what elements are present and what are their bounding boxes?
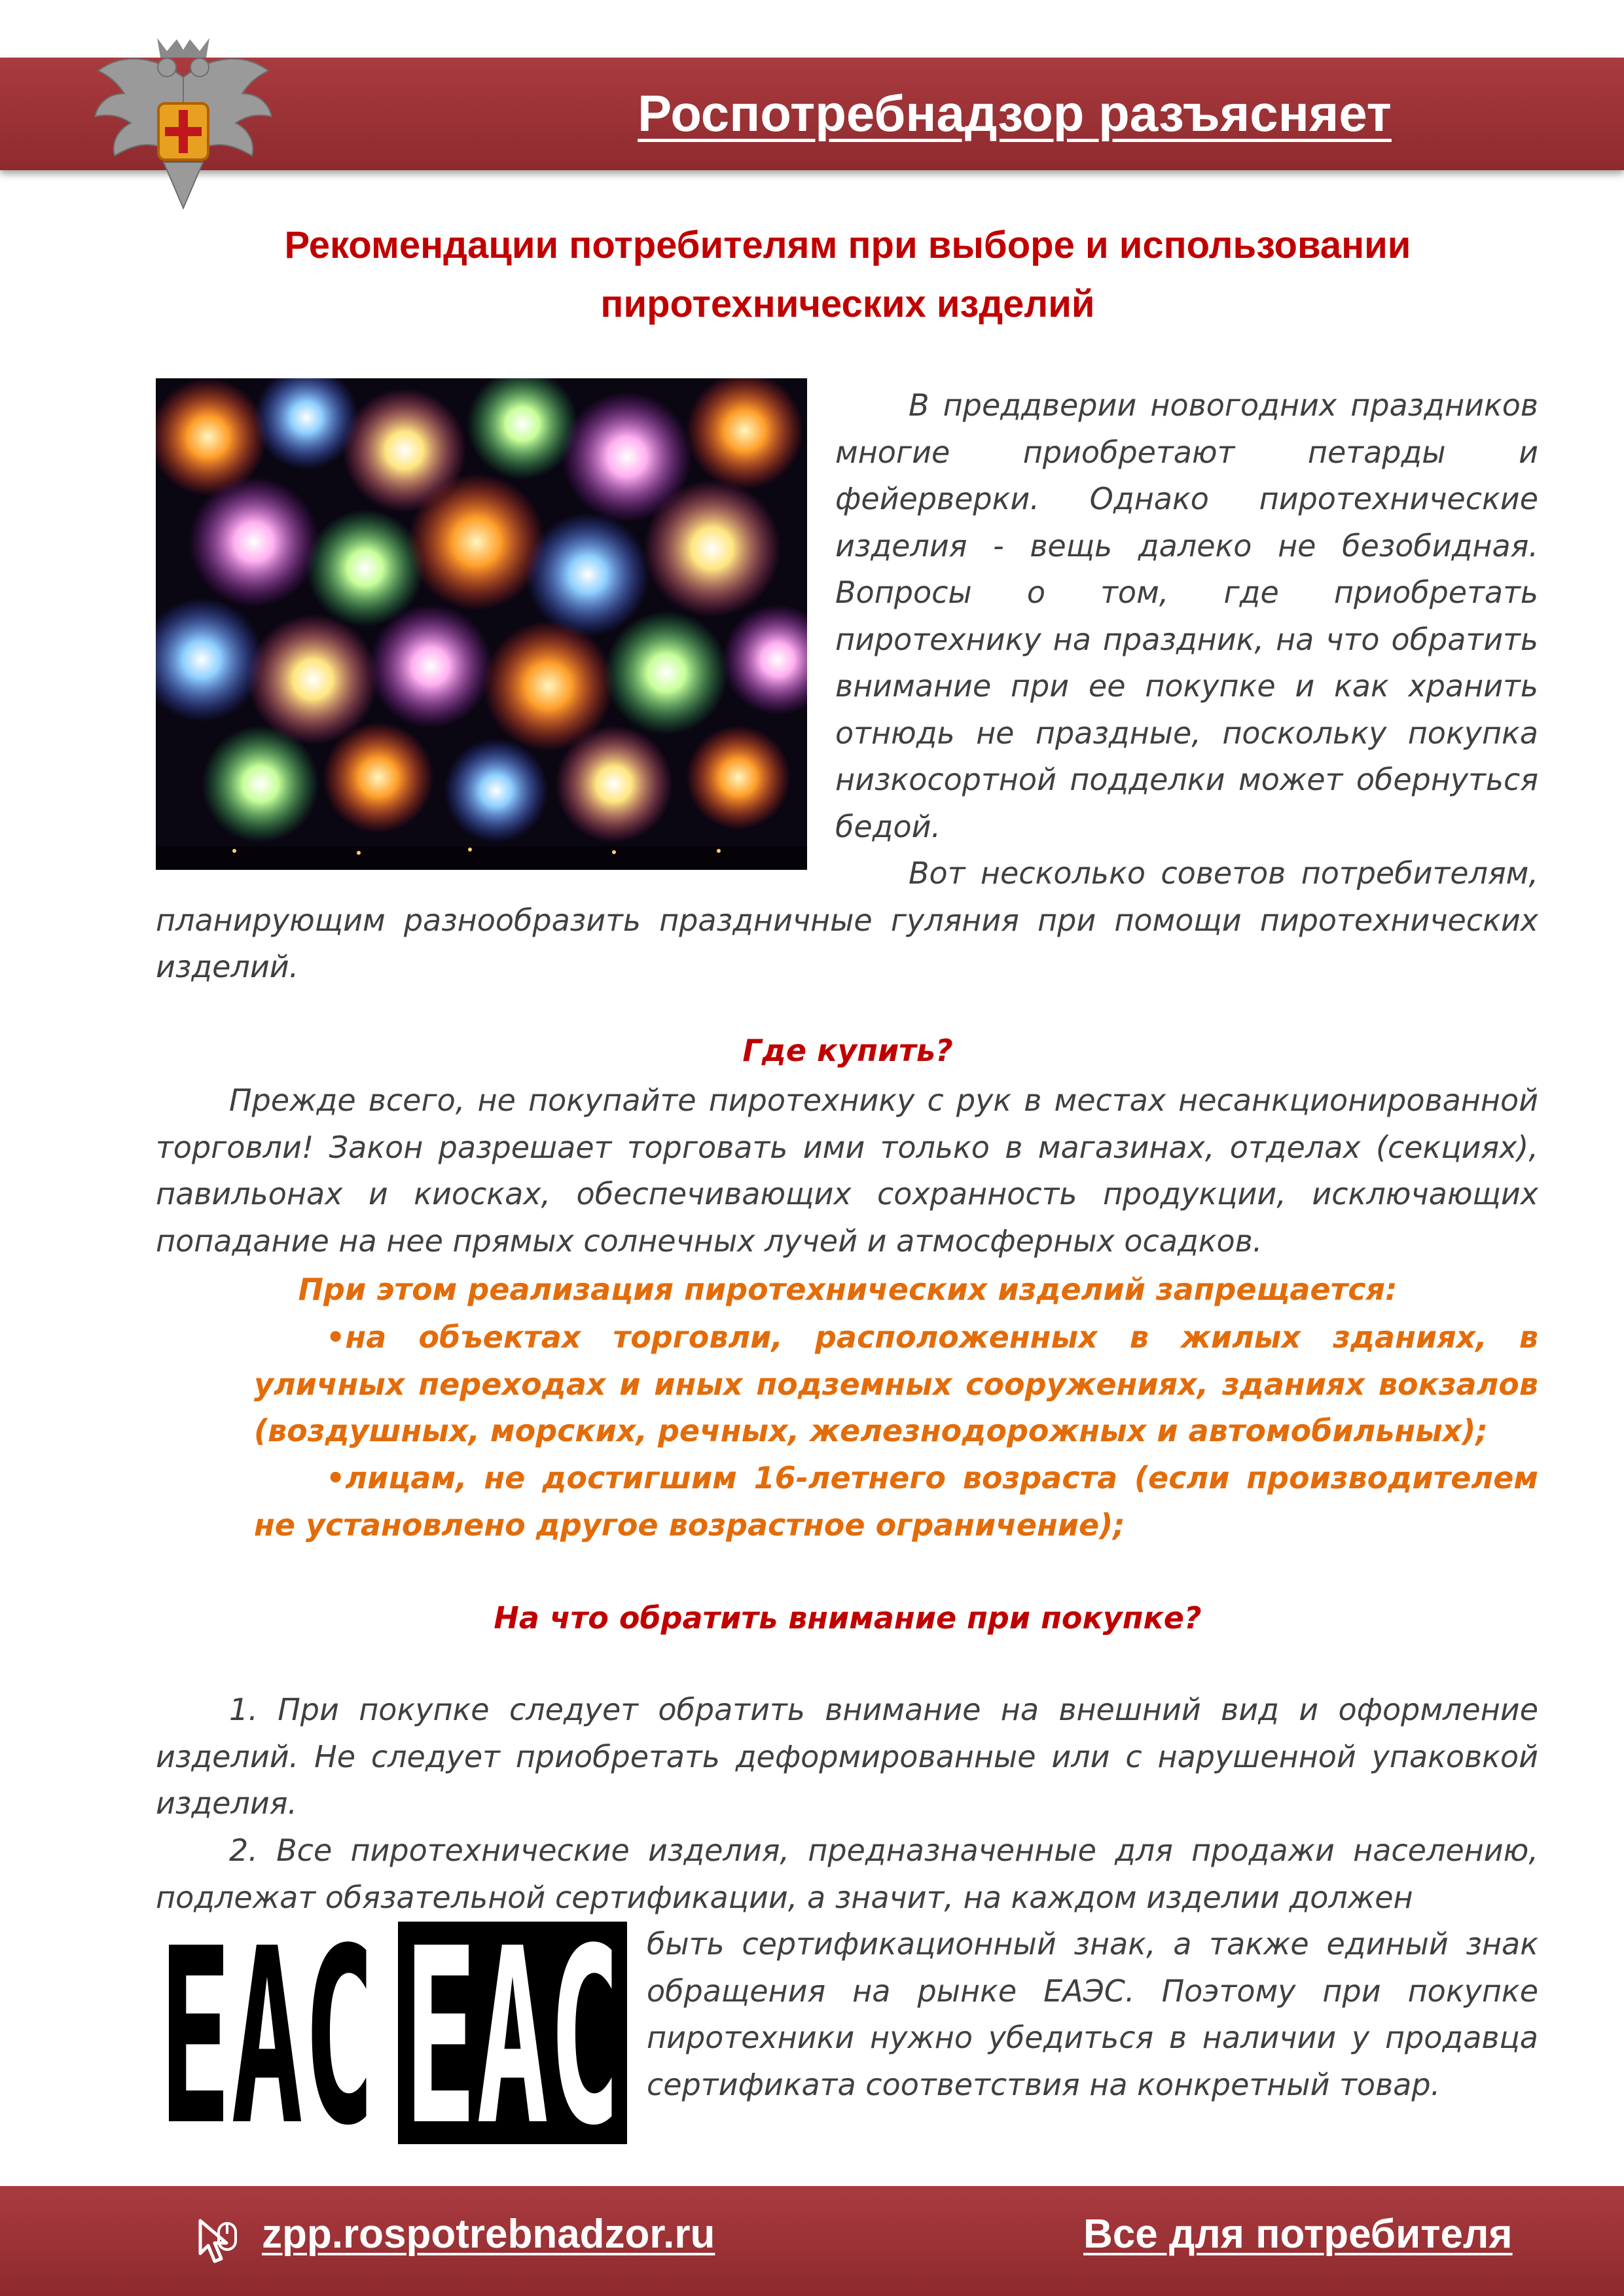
where-to-buy-text: Прежде всего, не покупайте пиротехнику с рук в местах несанкционированной торговли! Закон разрешает торговать ими только в магазинах, отделах (секциях), павильонах и киосках, обеспечивающих сохранность продукции, исключающих попадание на нее прямых солнечных лучей и атмосферных осадков. (156, 1083, 1538, 1259)
bullet-icon: • (326, 1319, 346, 1355)
page-title: Роспотребнадзор разъясняет (638, 84, 1392, 142)
ban-item-1 (254, 1314, 1538, 1455)
where-to-buy-heading: Где купить? (742, 1033, 953, 1068)
ban-item-2 (254, 1455, 1538, 1549)
document-title (157, 216, 1538, 334)
intro-paragraph-2-text: Вот несколько советов потребителям, планирующим разнообразить праздничные гуляния при помощи пиротехнических изделий. (156, 855, 1538, 984)
advice-item-1-text: 1. При покупке следует обратить внимание на внешний вид и оформление изделий. Не следует приобретать деформированные или с нарушенной упаковкой изделия. (156, 1692, 1538, 1821)
advice-item-2-continued: быть сертификационный знак, а также единый знак обращения на рынке ЕАЭС. Поэтому при покупке пиротехники нужно убедиться в наличии у продавца сертификата соответствия на конкретный товар. (647, 1926, 1538, 2102)
ban-item-2-text: лицам, не достигшим 16-летнего возраста (если производителем не установлено другое возрастное ограничение); (254, 1460, 1538, 1543)
intro-paragraph-1-text: В преддверии новогодних праздников многие приобретают петарды и фейерверки. Однако пиротехнические изделия - вещь далеко не безобидная. Вопросы о том, где приобретать пиротехнику на праздник, на что обратить внимание при ее покупке и как хранить отнюдь не праздные, поскольку покупка низкосортной подделки может обернуться бедой. (835, 387, 1538, 844)
fireworks-image (156, 378, 807, 870)
eac-mark-left: EAC (159, 1922, 375, 2144)
eac-mark-right: EAC (405, 1922, 621, 2144)
mouse-icon (195, 2215, 241, 2268)
footer-website-link[interactable]: zpp.rospotrebnadzor.ru (262, 2212, 715, 2257)
bullet-icon: • (326, 1460, 346, 1496)
attention-heading: На что обратить внимание при покупке? (494, 1600, 1202, 1636)
ban-item-1-text: на объектах торговли, расположенных в жилых зданиях, в уличных переходах и иных подземных сооружениях, зданиях вокзалов (воздушных, морских, речных, железнодорожных и автомобильных); (254, 1319, 1538, 1448)
ban-heading: При этом реализация пиротехнических изделий запрещается: (298, 1272, 1398, 1307)
intro-paragraph-2 (156, 850, 1538, 991)
where-to-buy-paragraph (156, 1077, 1538, 1265)
document-title-line2: пиротехнических изделий (600, 283, 1095, 325)
footer-slogan-link[interactable]: Все для потребителя (1083, 2212, 1513, 2257)
advice-item-1 (156, 1687, 1538, 1827)
intro-paragraph-1 (835, 382, 1538, 850)
document-title-line1: Рекомендации потребителям при выборе и использовании (284, 224, 1411, 266)
emblem-icon (85, 31, 281, 221)
advice-item-2-text: 2. Все пиротехнические изделия, предназначенные для продажи населению, подлежат обязательной сертификации, а значит, на каждом изделии должен (156, 1833, 1538, 1915)
advice-item-2 (156, 1827, 1538, 1921)
eac-mark-icon (156, 1922, 627, 2144)
